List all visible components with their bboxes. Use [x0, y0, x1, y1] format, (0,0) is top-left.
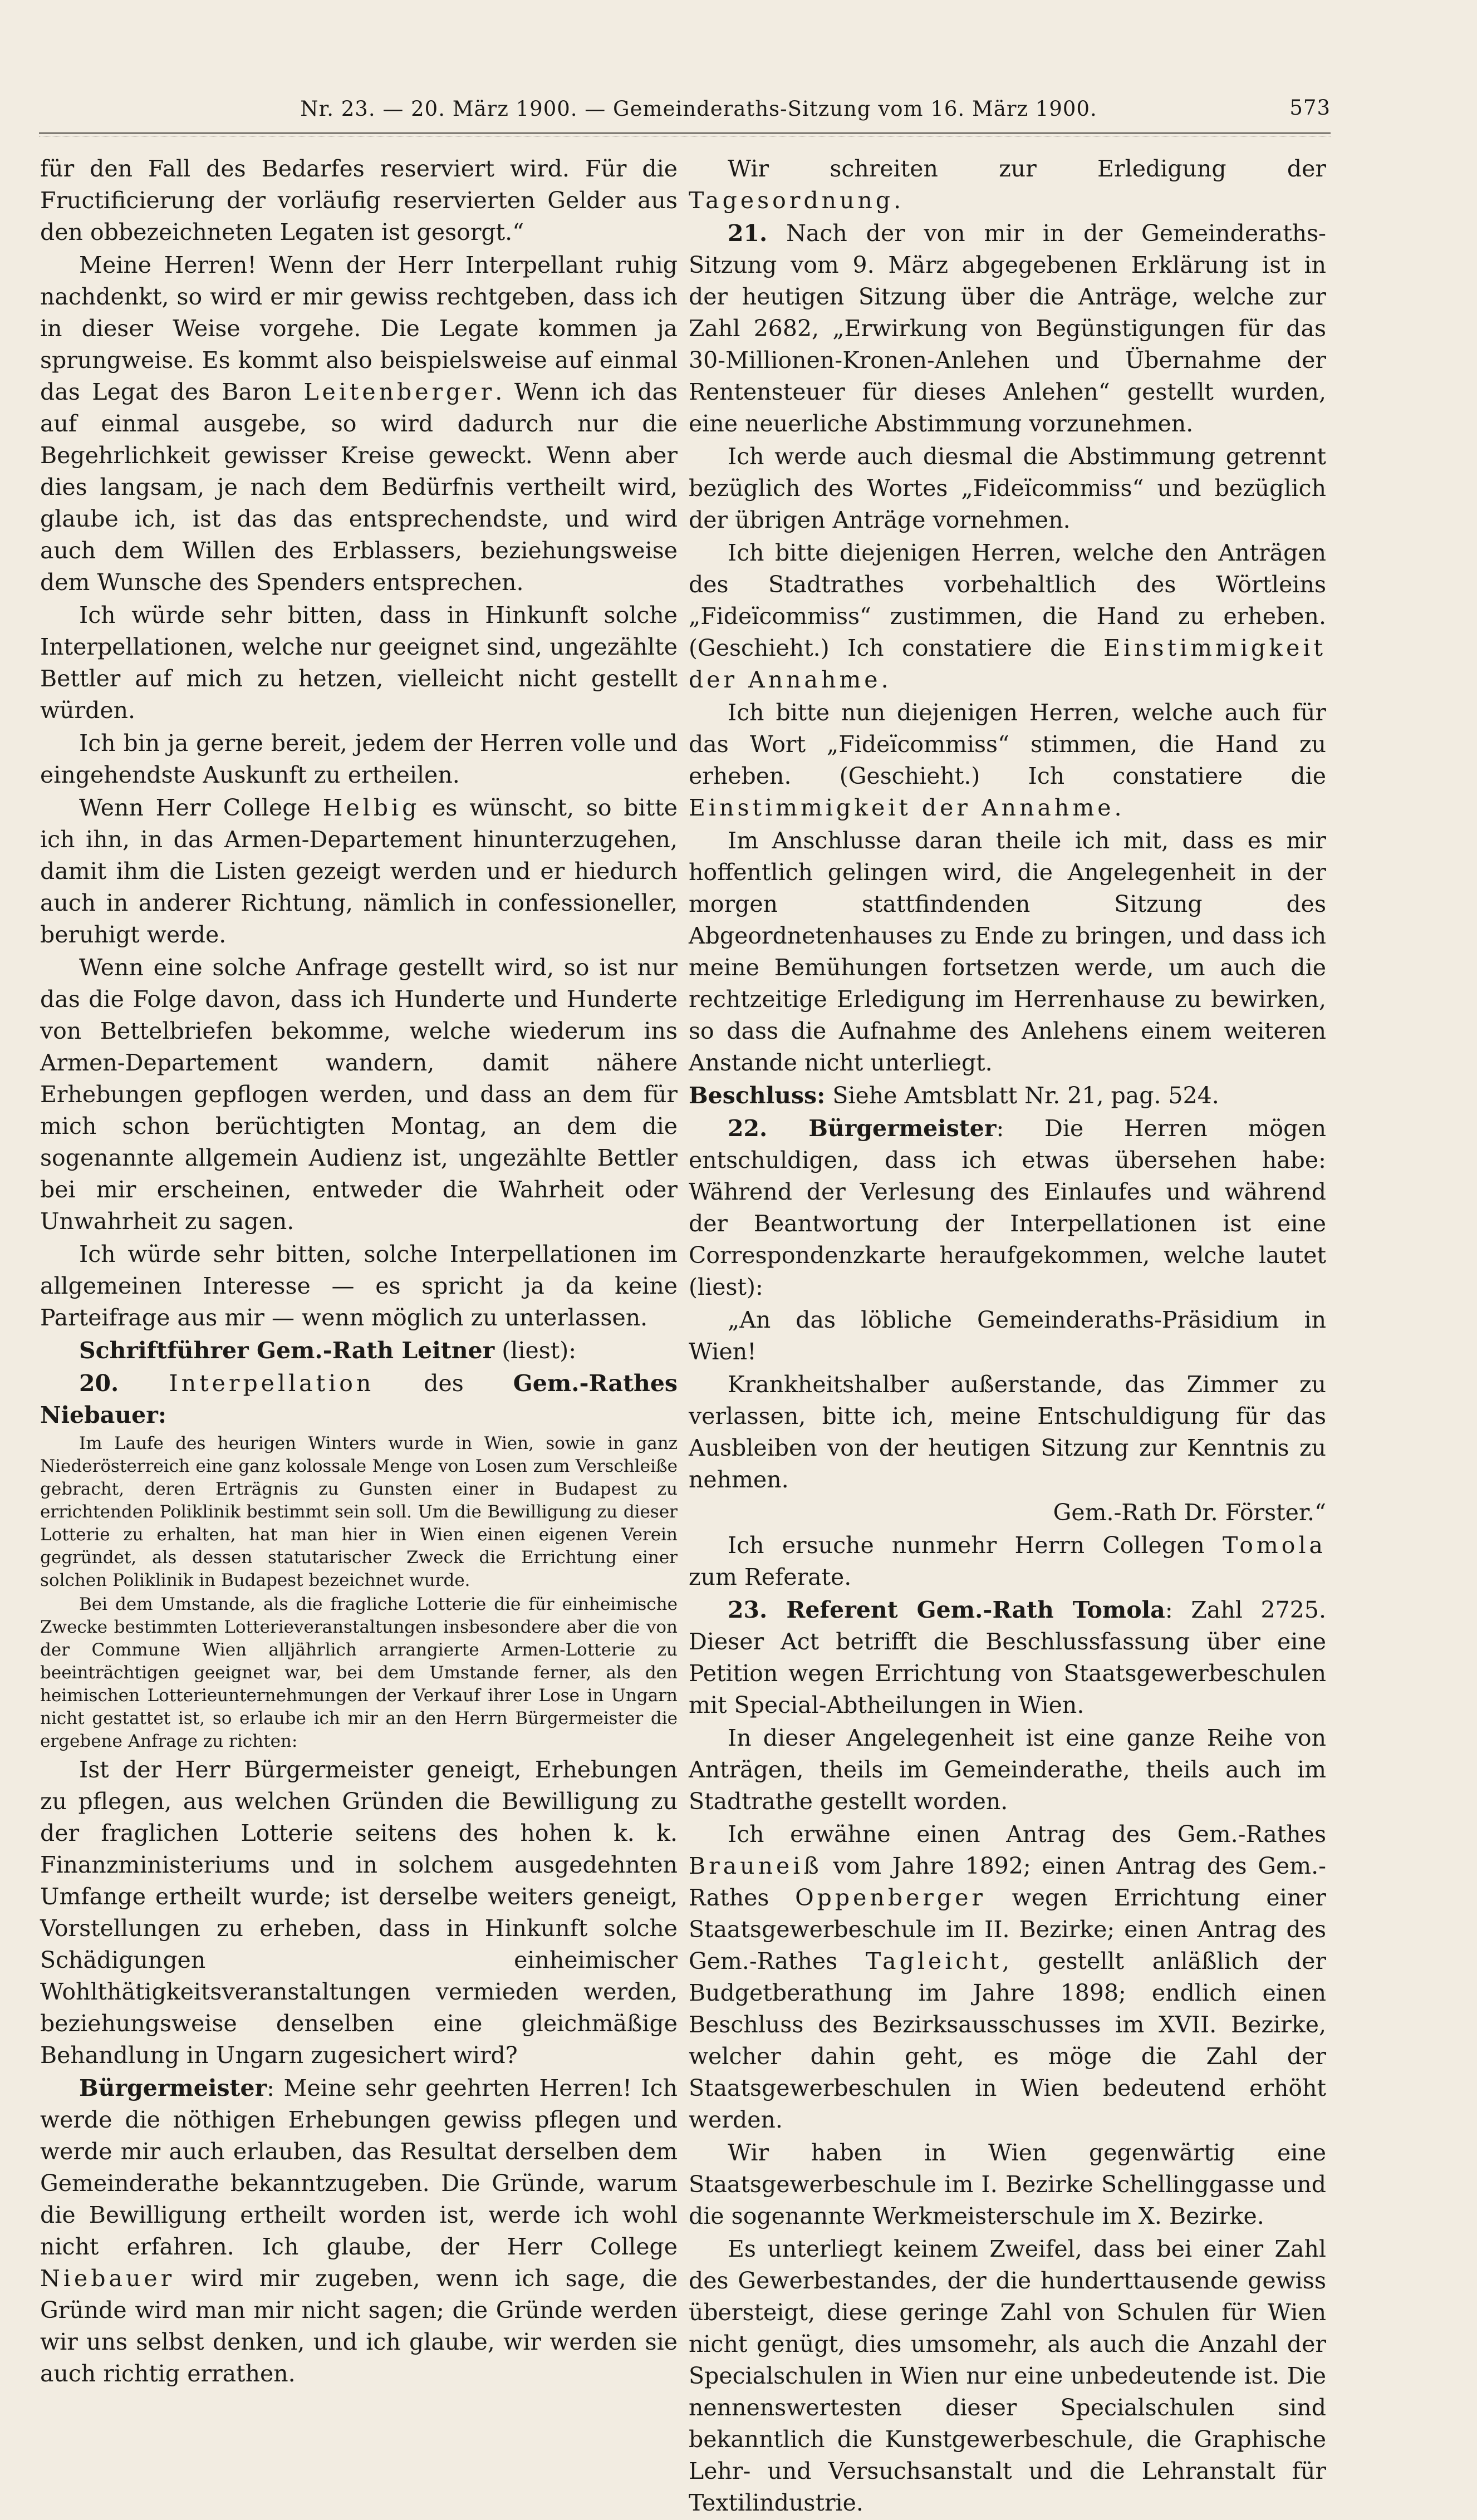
paragraph: Ich bitte nun diejenigen Herren, welche auch für das Wort „Fideïcommiss“ stimmen, die Hand zu erheben. (Geschieht.) Ich constatiere die Einstimmigkeit der Annahme. — [689, 699, 1326, 821]
paragraph: 21. Nach der von mir in der Gemeinderaths-Sitzung vom 9. März abgegebenen Erklärung ist in der heutigen Sitzung über die Anträge, welche zur Zahl 2682, „Erwirkung von Begünstigungen für das 30-Millionen-Kronen-Anlehen und Übernahme der Rentensteuer für dieses Anlehen“ gestellt wurden, eine neuerliche Abstimmung vorzunehmen. — [689, 220, 1326, 437]
person-name: Helbig — [322, 794, 420, 821]
paragraph: Ich bin ja gerne bereit, jedem der Herren volle und eingehendste Auskunft zu ertheilen. — [40, 730, 678, 788]
paragraph: Im Anschlusse daran theile ich mit, dass es mir hoffentlich gelingen wird, die Angelegenheit in der morgen stattfindenden Sitzung des Abgeordnetenhauses zu Ende zu bringen, und dass ich meine Bemühungen fortsetzen werde, um auch die rechtzeitige Erledigung im Herrenhause zu bewirken, so dass die Aufnahme des Anlehens einem weiteren Anstande nicht unterliegt. — [689, 827, 1326, 1076]
paragraph: Wenn Herr College Helbig es wünscht, so bitte ich ihn, in das Armen-Departement hinunterzugehen, damit ihm die Listen gezeigt werden und er hiedurch auch in anderer Richtung, nämlich in confessioneller, beruhigt werde. — [40, 794, 678, 948]
paragraph: Ich würde sehr bitten, dass in Hinkunft solche Interpellationen, welche nur geeignet sind, ungezählte Bettler auf mich zu hetzen, vielleicht nicht gestellt würden. — [40, 602, 678, 724]
paragraph: Bürgermeister: Meine sehr geehrten Herren! Ich werde die nöthigen Erhebungen gewiss pflegen und werde mir auch erlauben, das Resultat derselben dem Gemeinderathe bekanntzugeben. Die Gründe, warum die Bewilligung ertheilt worden ist, werde ich wohl nicht erfahren. Ich glaube, der Herr College Niebauer wird mir zugeben, wenn ich sage, die Gründe wird man mir nicht sagen; die Gründe werden wir uns selbst denken, und ich glaube, wir werden sie auch richtig errathen. — [40, 2075, 678, 2387]
header-rule — [39, 132, 1331, 139]
paragraph: In dieser Angelegenheit ist eine ganze Reihe von Anträgen, theils im Gemeinderathe, theils auch im Stadtrathe gestellt worden. — [689, 1725, 1326, 1815]
page-header — [67, 89, 1331, 128]
paragraph: Wir haben in Wien gegenwärtig eine Staatsgewerbeschule im I. Bezirke Schellinggasse und die sogenannte Werkmeisterschule im X. Bezirke. — [689, 2139, 1326, 2229]
header-title: Nr. 23. — 20. März 1900. — Gemeinderaths-Sitzung vom 16. März 1900. — [300, 96, 1097, 121]
left-column — [40, 153, 678, 2391]
paragraph: Meine Herren! Wenn der Herr Interpellant ruhig nachdenkt, so wird er mir gewiss rechtgeben, dass ich in dieser Weise vorgehe. Die Legate kommen ja sprungweise. Es kommt also beispielsweise auf einmal das Legat des Baron Leitenberger. Wenn ich das auf einmal ausgebe, so wird dadurch nur die Begehrlichkeit gewisser Kreise geweckt. Wenn aber dies langsam, je nach dem Bedürfnis vertheilt wird, glaube ich, ist das das entsprechendste, und wird auch dem Willen des Erblassers, beziehungsweise dem Wunsche des Spenders entsprechen. — [40, 252, 678, 596]
small-print-paragraph: Im Laufe des heurigen Winters wurde in Wien, sowie in ganz Niederösterreich eine ganz kolossale Menge von Losen zum Verschleiße gebracht, deren Erträgnis zu Gunsten einer in Budapest zu errichtenden Poliklinik bestimmt sein soll. Um die Bewilligung zu dieser Lotterie zu erhalten, hat man hier in Wien einen eigenen Verein gegründet, als dessen statutarischer Zweck die Errichtung einer solchen Poliklinik in Budapest bezeichnet wurde. — [40, 1433, 678, 1590]
paragraph: Ich ersuche nunmehr Herrn Collegen Tomola zum Referate. — [689, 1532, 1326, 1590]
right-column — [689, 153, 1326, 2520]
paragraph: Wir schreiten zur Erledigung der Tagesordnung. — [689, 155, 1326, 214]
paragraph: Ich bitte diejenigen Herren, welche den Anträgen des Stadtrathes vorbehaltlich des Wörtleins „Fideïcommiss“ zustimmen, die Hand zu erheben. (Geschieht.) Ich constatiere die Einstimmigkeit der Annahme. — [689, 539, 1326, 693]
paragraph: Es unterliegt keinem Zweifel, dass bei einer Zahl des Gewerbestandes, der die hunderttausende gewiss übersteigt, diese geringe Zahl von Schulen für Wien nicht genügt, dies umsomehr, als auch die Anzahl der Specialschulen in Wien nur eine unbedeutende ist. Die nennenswertesten dieser Specialschulen sind bekanntlich die Kunstgewerbeschule, die Graphische Lehr- und Versuchsanstalt und die Lehranstalt für Textilindustrie. — [689, 2236, 1326, 2516]
paragraph: Ist der Herr Bürgermeister geneigt, Erhebungen zu pflegen, aus welchen Gründen die Bewilligung zu der fraglichen Lotterie seitens des hohen k. k. Finanzministeriums und in solchem ausgedehnten Umfange ertheilt wurde; ist derselbe weiters geneigt, Vorstellungen zu erheben, dass in Hinkunft solche Schädigungen einheimischer Wohlthätigkeitsveranstaltungen vermieden werden, beziehungsweise denselben eine gleichmäßige Behandlung in Ungarn zugesichert wird? — [40, 1756, 678, 2069]
person-name: Niebauer — [40, 2265, 175, 2292]
person-name: Tomola — [1223, 1532, 1326, 1559]
paragraph: für den Fall des Bedarfes reserviert wird. Für die Fructificierung der vorläufig reservierten Gelder aus den obbezeichneten Legaten ist gesorgt.“ — [40, 155, 678, 245]
paragraph: Ich würde sehr bitten, solche Interpellationen im allgemeinen Interesse — es spricht ja da keine Parteifrage aus mir — wenn möglich zu unterlassen. — [40, 1241, 678, 1331]
page-number: 573 — [1289, 96, 1331, 120]
paragraph: Wenn eine solche Anfrage gestellt wird, so ist nur das die Folge davon, dass ich Hunderte und Hunderte von Bettelbriefen bekomme, welche wiederum ins Armen-Departement wandern, damit nähere Erhebungen gepflogen werden, und dass an dem für mich schon berüchtigten Montag, an dem die sogenannte allgemein Audienz ist, ungezählte Bettler bei mir erscheinen, entweder die Wahrheit oder Unwahrheit zu sagen. — [40, 954, 678, 1235]
quote-paragraph: Krankheitshalber außerstande, das Zimmer zu verlassen, bitte ich, meine Entschuldigung für das Ausbleiben von der heutigen Sitzung zur Kenntnis zu nehmen. — [689, 1371, 1326, 1493]
paragraph: 22. Bürgermeister: Die Herren mögen entschuldigen, dass ich etwas übersehen habe: Während der Verlesung des Einlaufes und während der Beantwortung der Interpellationen ist eine Correspondenzkarte heraufgekommen, welche lautet (liest): — [689, 1115, 1326, 1300]
resolution-line: Beschluss: Siehe Amtsblatt Nr. 21, pag. 524. — [689, 1082, 1219, 1109]
signature-line: Gem.-Rath Dr. Förster.“ — [1053, 1499, 1326, 1526]
small-print-paragraph: Bei dem Umstande, als die fragliche Lotterie die für einheimische Zwecke bestimmten Lotterieveranstaltungen insbesondere aber die von der Commune Wien alljährlich arrangierte Armen-Lotterie zu beeinträchtigen geeignet war, bei dem Umstande ferner, als den heimischen Lotterieunternehmungen der Verkauf ihrer Lose in Ungarn nicht gestattet ist, so erlaube ich mir an den Herrn Bürgermeister die ergebene Anfrage zu richten: — [40, 1594, 678, 1751]
paragraph: Ich werde auch diesmal die Abstimmung getrennt bezüglich des Wortes „Fideïcommiss“ und bezüglich der übrigen Anträge vornehmen. — [689, 443, 1326, 533]
paragraph: 23. Referent Gem.-Rath Tomola: Zahl 2725. Dieser Act betrifft die Beschlussfassung über eine Petition wegen Errichtung von Staatsgewerbeschulen mit Special-Abtheilungen in Wien. — [689, 1597, 1326, 1718]
interpellation-heading: 20. Interpellation des Gem.-Rathes Niebauer: — [40, 1370, 678, 1428]
person-name: Leitenberger — [303, 379, 495, 405]
paragraph: Ich erwähne einen Antrag des Gem.-Rathes Brauneiß vom Jahre 1892; einen Antrag des Gem.-Rathes Oppenberger wegen Errichtung einer Staatsgewerbeschule im II. Bezirke; einen Antrag des Gem.-Rathes Tagleicht, gestellt anläßlich der Budgetberathung im Jahre 1898; endlich einen Beschluss des Bezirksausschusses im XVII. Bezirke, welcher dahin geht, es möge die Zahl der Staatsgewerbeschulen in Wien bedeutend erhöht werden. — [689, 1821, 1326, 2133]
quote-line: „An das löbliche Gemeinderaths-Präsidium in Wien! — [689, 1306, 1326, 1365]
speaker-line: Schriftführer Gem.-Rath Leitner (liest): — [79, 1337, 577, 1364]
